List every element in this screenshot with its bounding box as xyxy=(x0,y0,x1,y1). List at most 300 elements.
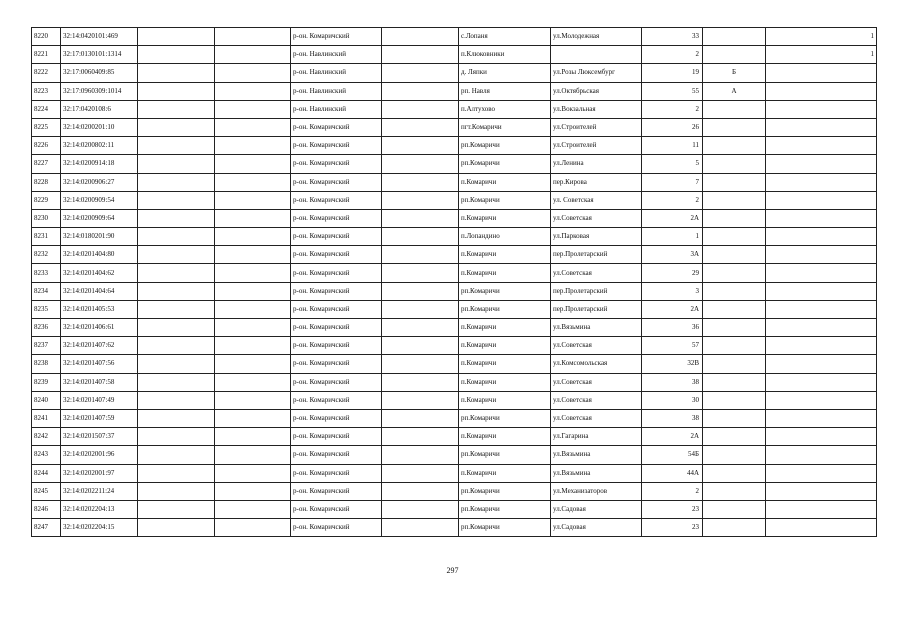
empty-cell xyxy=(215,28,291,46)
cadastral-number-cell: 32:14:0202204:15 xyxy=(61,519,138,537)
cadastral-number-cell: 32:14:0201406:61 xyxy=(61,319,138,337)
house-letter-cell xyxy=(703,337,766,355)
settlement-cell: п.Комаричи xyxy=(459,209,551,227)
settlement-cell: п.Комаричи xyxy=(459,355,551,373)
row-id-cell: 8241 xyxy=(32,409,61,427)
table-row xyxy=(32,409,877,427)
cadastral-number-cell: 32:14:0202001:96 xyxy=(61,446,138,464)
empty-cell xyxy=(138,28,215,46)
extra-value-cell xyxy=(766,464,877,482)
house-number-cell: 38 xyxy=(642,409,703,427)
empty-cell xyxy=(138,519,215,537)
row-id-cell: 8226 xyxy=(32,137,61,155)
empty-cell xyxy=(138,391,215,409)
empty-cell xyxy=(138,246,215,264)
settlement-cell: п.Комаричи xyxy=(459,373,551,391)
street-cell: ул.Гагарина xyxy=(551,428,642,446)
empty-cell xyxy=(382,337,459,355)
empty-cell xyxy=(382,82,459,100)
empty-cell xyxy=(138,209,215,227)
empty-cell xyxy=(382,118,459,136)
row-id-cell: 8242 xyxy=(32,428,61,446)
house-letter-cell: Б xyxy=(703,64,766,82)
street-cell: ул.Вязьмина xyxy=(551,319,642,337)
house-number-cell: 2А xyxy=(642,209,703,227)
empty-cell xyxy=(215,300,291,318)
row-id-cell: 8225 xyxy=(32,118,61,136)
cadastral-number-cell: 32:17:0130101:1314 xyxy=(61,46,138,64)
cadastral-number-cell: 32:14:0201404:62 xyxy=(61,264,138,282)
district-cell: р-он. Комаричский xyxy=(291,409,382,427)
house-letter-cell xyxy=(703,409,766,427)
row-id-cell: 8224 xyxy=(32,100,61,118)
row-id-cell: 8230 xyxy=(32,209,61,227)
empty-cell xyxy=(138,155,215,173)
table-row xyxy=(32,228,877,246)
table-row xyxy=(32,209,877,227)
house-letter-cell xyxy=(703,464,766,482)
house-letter-cell xyxy=(703,228,766,246)
cadastral-number-cell: 32:14:0202204:13 xyxy=(61,500,138,518)
empty-cell xyxy=(138,409,215,427)
house-letter-cell xyxy=(703,46,766,64)
empty-cell xyxy=(215,409,291,427)
district-cell: р-он. Комаричский xyxy=(291,355,382,373)
table-row xyxy=(32,82,877,100)
street-cell: ул.Садовая xyxy=(551,500,642,518)
empty-cell xyxy=(215,228,291,246)
house-number-cell: 3 xyxy=(642,282,703,300)
cadastral-number-cell: 32:14:0201407:62 xyxy=(61,337,138,355)
extra-value-cell xyxy=(766,319,877,337)
empty-cell xyxy=(138,300,215,318)
house-number-cell: 55 xyxy=(642,82,703,100)
empty-cell xyxy=(138,446,215,464)
cadastral-number-cell: 32:14:0420101:469 xyxy=(61,28,138,46)
house-letter-cell xyxy=(703,246,766,264)
extra-value-cell xyxy=(766,337,877,355)
extra-value-cell xyxy=(766,482,877,500)
empty-cell xyxy=(215,46,291,64)
table-row xyxy=(32,173,877,191)
cadastral-number-cell: 32:14:0200906:27 xyxy=(61,173,138,191)
street-cell: ул.Советская xyxy=(551,209,642,227)
house-number-cell: 2А xyxy=(642,428,703,446)
street-cell: ул.Комсомольская xyxy=(551,355,642,373)
table-row xyxy=(32,337,877,355)
empty-cell xyxy=(215,319,291,337)
district-cell: р-он. Комаричский xyxy=(291,446,382,464)
house-number-cell: 57 xyxy=(642,337,703,355)
empty-cell xyxy=(215,155,291,173)
district-cell: р-он. Комаричский xyxy=(291,428,382,446)
table-row xyxy=(32,118,877,136)
street-cell: ул.Молодежная xyxy=(551,28,642,46)
row-id-cell: 8231 xyxy=(32,228,61,246)
cadastral-number-cell: 32:14:0201407:59 xyxy=(61,409,138,427)
house-letter-cell xyxy=(703,300,766,318)
table-row xyxy=(32,264,877,282)
district-cell: р-он. Навлинский xyxy=(291,46,382,64)
house-letter-cell xyxy=(703,355,766,373)
settlement-cell: рп.Комаричи xyxy=(459,300,551,318)
house-letter-cell xyxy=(703,118,766,136)
extra-value-cell xyxy=(766,264,877,282)
district-cell: р-он. Комаричский xyxy=(291,482,382,500)
empty-cell xyxy=(138,64,215,82)
district-cell: р-он. Комаричский xyxy=(291,264,382,282)
row-id-cell: 8243 xyxy=(32,446,61,464)
empty-cell xyxy=(382,319,459,337)
empty-cell xyxy=(215,355,291,373)
house-number-cell: 11 xyxy=(642,137,703,155)
empty-cell xyxy=(138,118,215,136)
settlement-cell: рп.Комаричи xyxy=(459,282,551,300)
empty-cell xyxy=(382,300,459,318)
street-cell: пер.Пролетарский xyxy=(551,246,642,264)
empty-cell xyxy=(382,482,459,500)
district-cell: р-он. Комаричский xyxy=(291,282,382,300)
empty-cell xyxy=(382,228,459,246)
extra-value-cell xyxy=(766,228,877,246)
street-cell: ул.Розы Люксембург xyxy=(551,64,642,82)
district-cell: р-он. Комаричский xyxy=(291,391,382,409)
house-letter-cell xyxy=(703,500,766,518)
district-cell: р-он. Комаричский xyxy=(291,209,382,227)
empty-cell xyxy=(215,64,291,82)
district-cell: р-он. Комаричский xyxy=(291,173,382,191)
house-number-cell: 33 xyxy=(642,28,703,46)
house-letter-cell xyxy=(703,428,766,446)
extra-value-cell xyxy=(766,191,877,209)
settlement-cell: рп.Комаричи xyxy=(459,409,551,427)
extra-value-cell xyxy=(766,137,877,155)
row-id-cell: 8244 xyxy=(32,464,61,482)
settlement-cell: п.Комаричи xyxy=(459,319,551,337)
house-letter-cell xyxy=(703,173,766,191)
empty-cell xyxy=(138,373,215,391)
empty-cell xyxy=(215,82,291,100)
cadastral-number-cell: 32:14:0200909:54 xyxy=(61,191,138,209)
district-cell: р-он. Комаричский xyxy=(291,246,382,264)
settlement-cell: рп. Навля xyxy=(459,82,551,100)
empty-cell xyxy=(215,209,291,227)
house-number-cell: 23 xyxy=(642,519,703,537)
cadastral-number-cell: 32:17:0060409:85 xyxy=(61,64,138,82)
settlement-cell: рп.Комаричи xyxy=(459,482,551,500)
row-id-cell: 8222 xyxy=(32,64,61,82)
table-row xyxy=(32,482,877,500)
table-row xyxy=(32,446,877,464)
house-letter-cell xyxy=(703,191,766,209)
extra-value-cell xyxy=(766,82,877,100)
empty-cell xyxy=(215,373,291,391)
settlement-cell: рп.Комаричи xyxy=(459,191,551,209)
cadastral-number-cell: 32:14:0202211:24 xyxy=(61,482,138,500)
table-row xyxy=(32,428,877,446)
row-id-cell: 8239 xyxy=(32,373,61,391)
empty-cell xyxy=(382,355,459,373)
district-cell: р-он. Комаричский xyxy=(291,319,382,337)
cadastral-number-cell: 32:14:0200909:64 xyxy=(61,209,138,227)
street-cell: ул.Октябрьская xyxy=(551,82,642,100)
cadastral-number-cell: 32:14:0200802:11 xyxy=(61,137,138,155)
settlement-cell: п.Комаричи xyxy=(459,337,551,355)
cadastral-number-cell: 32:14:0201405:53 xyxy=(61,300,138,318)
empty-cell xyxy=(382,464,459,482)
empty-cell xyxy=(215,446,291,464)
empty-cell xyxy=(138,355,215,373)
empty-cell xyxy=(138,46,215,64)
settlement-cell: п.Комаричи xyxy=(459,264,551,282)
empty-cell xyxy=(138,173,215,191)
settlement-cell: пгт.Комаричи xyxy=(459,118,551,136)
empty-cell xyxy=(138,337,215,355)
empty-cell xyxy=(138,191,215,209)
extra-value-cell xyxy=(766,409,877,427)
street-cell: ул.Ленина xyxy=(551,155,642,173)
row-id-cell: 8229 xyxy=(32,191,61,209)
row-id-cell: 8228 xyxy=(32,173,61,191)
table-row xyxy=(32,282,877,300)
house-number-cell: 44А xyxy=(642,464,703,482)
street-cell: ул.Садовая xyxy=(551,519,642,537)
empty-cell xyxy=(382,409,459,427)
table-row xyxy=(32,300,877,318)
house-letter-cell xyxy=(703,373,766,391)
table-row xyxy=(32,191,877,209)
empty-cell xyxy=(215,500,291,518)
cadastral-number-cell: 32:14:0201407:58 xyxy=(61,373,138,391)
house-letter-cell xyxy=(703,137,766,155)
empty-cell xyxy=(215,246,291,264)
table-row xyxy=(32,28,877,46)
empty-cell xyxy=(382,373,459,391)
table-row xyxy=(32,355,877,373)
empty-cell xyxy=(382,446,459,464)
settlement-cell: п.Комаричи xyxy=(459,173,551,191)
street-cell: ул. Советская xyxy=(551,191,642,209)
row-id-cell: 8245 xyxy=(32,482,61,500)
cadastral-number-cell: 32:14:0201404:64 xyxy=(61,282,138,300)
house-number-cell: 29 xyxy=(642,264,703,282)
district-cell: р-он. Навлинский xyxy=(291,64,382,82)
house-number-cell: 2 xyxy=(642,100,703,118)
extra-value-cell xyxy=(766,373,877,391)
empty-cell xyxy=(382,500,459,518)
table-row xyxy=(32,373,877,391)
settlement-cell: рп.Комаричи xyxy=(459,155,551,173)
empty-cell xyxy=(382,428,459,446)
settlement-cell: п.Алтухово xyxy=(459,100,551,118)
cadastral-number-cell: 32:14:0201507:37 xyxy=(61,428,138,446)
empty-cell xyxy=(138,82,215,100)
table-row xyxy=(32,519,877,537)
district-cell: р-он. Комаричский xyxy=(291,337,382,355)
house-letter-cell xyxy=(703,446,766,464)
district-cell: р-он. Комаричский xyxy=(291,373,382,391)
table-row xyxy=(32,46,877,64)
extra-value-cell xyxy=(766,173,877,191)
cadastral-number-cell: 32:14:0201407:49 xyxy=(61,391,138,409)
row-id-cell: 8237 xyxy=(32,337,61,355)
house-letter-cell xyxy=(703,264,766,282)
house-number-cell: 19 xyxy=(642,64,703,82)
empty-cell xyxy=(215,264,291,282)
house-number-cell: 2А xyxy=(642,300,703,318)
row-id-cell: 8220 xyxy=(32,28,61,46)
empty-cell xyxy=(215,337,291,355)
extra-value-cell xyxy=(766,446,877,464)
house-number-cell: 1 xyxy=(642,228,703,246)
empty-cell xyxy=(382,155,459,173)
extra-value-cell xyxy=(766,391,877,409)
empty-cell xyxy=(215,100,291,118)
empty-cell xyxy=(382,100,459,118)
cadastral-number-cell: 32:14:0200914:18 xyxy=(61,155,138,173)
table-row xyxy=(32,319,877,337)
house-number-cell: 5 xyxy=(642,155,703,173)
empty-cell xyxy=(382,137,459,155)
street-cell: пер.Пролетарский xyxy=(551,300,642,318)
house-number-cell: 2 xyxy=(642,46,703,64)
street-cell: ул.Вязьмина xyxy=(551,446,642,464)
house-number-cell: 7 xyxy=(642,173,703,191)
extra-value-cell xyxy=(766,100,877,118)
empty-cell xyxy=(382,191,459,209)
row-id-cell: 8221 xyxy=(32,46,61,64)
settlement-cell: рп.Комаричи xyxy=(459,446,551,464)
table-row xyxy=(32,137,877,155)
row-id-cell: 8246 xyxy=(32,500,61,518)
extra-value-cell xyxy=(766,500,877,518)
extra-value-cell xyxy=(766,355,877,373)
settlement-cell: рп.Комаричи xyxy=(459,519,551,537)
extra-value-cell: 1 xyxy=(766,28,877,46)
settlement-cell: рп.Комаричи xyxy=(459,137,551,155)
street-cell: ул.Советская xyxy=(551,264,642,282)
table-row xyxy=(32,100,877,118)
empty-cell xyxy=(382,173,459,191)
house-letter-cell xyxy=(703,209,766,227)
cadastral-number-cell: 32:14:0180201:90 xyxy=(61,228,138,246)
house-number-cell: 26 xyxy=(642,118,703,136)
street-cell: пер.Пролетарский xyxy=(551,282,642,300)
house-number-cell: 54Б xyxy=(642,446,703,464)
house-number-cell: 38 xyxy=(642,373,703,391)
district-cell: р-он. Комаричский xyxy=(291,500,382,518)
district-cell: р-он. Комаричский xyxy=(291,137,382,155)
street-cell: ул.Советская xyxy=(551,373,642,391)
cadastral-number-cell: 32:14:0202001:97 xyxy=(61,464,138,482)
cadastral-number-cell: 32:17:0420108:6 xyxy=(61,100,138,118)
district-cell: р-он. Комаричский xyxy=(291,228,382,246)
empty-cell xyxy=(382,209,459,227)
empty-cell xyxy=(138,482,215,500)
district-cell: р-он. Навлинский xyxy=(291,100,382,118)
table-body xyxy=(32,28,877,537)
extra-value-cell xyxy=(766,519,877,537)
extra-value-cell xyxy=(766,300,877,318)
house-letter-cell xyxy=(703,482,766,500)
street-cell: пер.Кирова xyxy=(551,173,642,191)
empty-cell xyxy=(382,64,459,82)
empty-cell xyxy=(215,118,291,136)
house-number-cell: 36 xyxy=(642,319,703,337)
street-cell: ул.Вязьмина xyxy=(551,464,642,482)
empty-cell xyxy=(382,264,459,282)
settlement-cell: с.Лопаня xyxy=(459,28,551,46)
page-number: 297 xyxy=(446,566,459,575)
district-cell: р-он. Комаричский xyxy=(291,464,382,482)
extra-value-cell xyxy=(766,118,877,136)
table-row xyxy=(32,391,877,409)
empty-cell xyxy=(138,500,215,518)
house-letter-cell xyxy=(703,282,766,300)
empty-cell xyxy=(215,191,291,209)
table-row xyxy=(32,464,877,482)
table-row xyxy=(32,64,877,82)
house-number-cell: 2 xyxy=(642,482,703,500)
district-cell: р-он. Комаричский xyxy=(291,118,382,136)
empty-cell xyxy=(215,137,291,155)
empty-cell xyxy=(215,482,291,500)
district-cell: р-он. Комаричский xyxy=(291,300,382,318)
settlement-cell: рп.Комаричи xyxy=(459,500,551,518)
district-cell: р-он. Комаричский xyxy=(291,191,382,209)
extra-value-cell xyxy=(766,282,877,300)
street-cell: ул.Советская xyxy=(551,409,642,427)
empty-cell xyxy=(382,282,459,300)
street-cell: ул.Вокзальная xyxy=(551,100,642,118)
house-letter-cell xyxy=(703,155,766,173)
extra-value-cell xyxy=(766,64,877,82)
empty-cell xyxy=(138,428,215,446)
row-id-cell: 8238 xyxy=(32,355,61,373)
empty-cell xyxy=(215,428,291,446)
empty-cell xyxy=(138,282,215,300)
house-number-cell: 3А xyxy=(642,246,703,264)
district-cell: р-он. Комаричский xyxy=(291,519,382,537)
empty-cell xyxy=(215,173,291,191)
house-letter-cell xyxy=(703,28,766,46)
extra-value-cell xyxy=(766,209,877,227)
empty-cell xyxy=(382,391,459,409)
settlement-cell: д. Ляпки xyxy=(459,64,551,82)
settlement-cell: п.Клюковники xyxy=(459,46,551,64)
street-cell: ул.Строителей xyxy=(551,118,642,136)
cadastral-number-cell: 32:14:0200201:10 xyxy=(61,118,138,136)
row-id-cell: 8223 xyxy=(32,82,61,100)
cadastral-number-cell: 32:17:0960309:1014 xyxy=(61,82,138,100)
street-cell: ул.Советская xyxy=(551,391,642,409)
street-cell: ул.Парковая xyxy=(551,228,642,246)
row-id-cell: 8233 xyxy=(32,264,61,282)
empty-cell xyxy=(138,137,215,155)
empty-cell xyxy=(382,28,459,46)
empty-cell xyxy=(138,319,215,337)
empty-cell xyxy=(215,282,291,300)
row-id-cell: 8240 xyxy=(32,391,61,409)
house-letter-cell: А xyxy=(703,82,766,100)
row-id-cell: 8236 xyxy=(32,319,61,337)
house-number-cell: 23 xyxy=(642,500,703,518)
registry-table xyxy=(31,27,877,537)
house-number-cell: 30 xyxy=(642,391,703,409)
empty-cell xyxy=(138,264,215,282)
empty-cell xyxy=(215,464,291,482)
row-id-cell: 8227 xyxy=(32,155,61,173)
